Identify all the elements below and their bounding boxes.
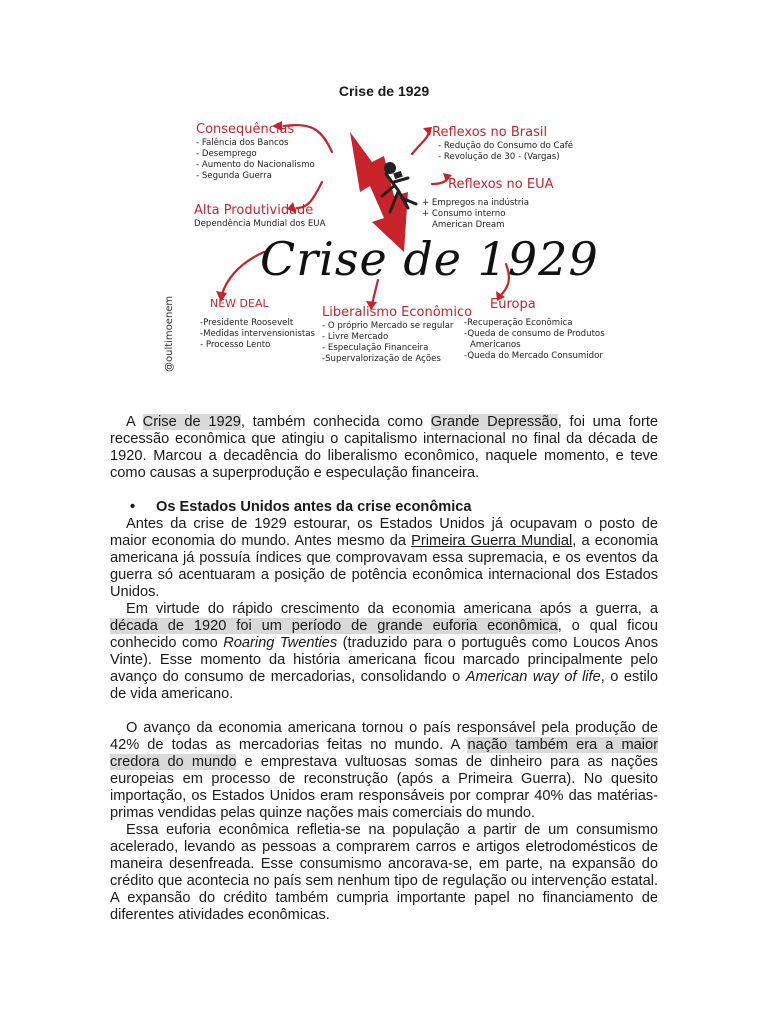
node-reflexos-eua-items [422, 198, 529, 231]
node-title: Reflexos no Brasil [432, 125, 548, 140]
paragraph-antes-crise [110, 516, 658, 601]
node-item: -Queda do Mercado Consumidor [464, 351, 603, 361]
node-alta-produtividade [194, 204, 325, 230]
node-consequencias [196, 123, 315, 182]
node-item: - O próprio Mercado se regular [322, 320, 454, 331]
text-span: Antes da crise de 1929 estourar, os Estados Unidos já ocupavam o posto de maior economia do mundo. Antes mesmo da [110, 516, 658, 549]
text-span: Em virtude do rápido crescimento da economia americana após a guerra, a [126, 601, 658, 617]
node-item: -Queda de consumo de Produtos [464, 329, 605, 339]
node-items [194, 219, 325, 230]
node-item: - Redução do Consumo do Café [438, 140, 574, 151]
node-item: - Aumento do Nacionalismo [196, 159, 315, 170]
node-item: - Segunda Guerra [196, 170, 272, 181]
spacer [110, 703, 658, 720]
node-title: NEW DEAL [210, 297, 269, 310]
italic-american-way: American way of life [465, 669, 601, 685]
link-primeira-guerra[interactable]: Primeira Guerra Mundial [411, 533, 573, 549]
page-title: Crise de 1929 [338, 83, 430, 99]
paragraph-intro [110, 414, 658, 482]
text-span: e emprestava vultuosas somas de dinheiro para as nações europeias em processo de reconstrução (após a Primeira Guerra). No quesito importação, os Estados Unidos eram responsáveis por comprar 40% das matérias-primas vendidas pelas quinze nações mais comerciais do mundo. [110, 754, 658, 821]
node-title: Liberalismo Econômico [322, 305, 473, 320]
crise-1929-mindmap [164, 112, 605, 382]
node-title: Alta Produtividade [194, 203, 314, 218]
node-title: Consequências [196, 122, 295, 137]
paragraph-producao [110, 720, 658, 822]
node-item: - Livre Mercado [322, 331, 389, 342]
node-reflexos-brasil [432, 126, 573, 163]
bullet-icon: • [130, 499, 136, 515]
node-europa [490, 298, 536, 313]
node-item: -Medidas intervensionistas [200, 329, 315, 339]
node-item: - Especulação Financeira [322, 342, 429, 353]
paragraph-consumismo: Essa euforia econômica refletia-se na população a partir de um consumismo acelerado, levando as pessoas a comprarem carros e artigos eletrodomésticos de maneira desenfreada. Esse consumismo ancorava-se, em parte, na expansão do crédito que acontecia no país sem nenhum tipo de regulação ou intervenção estatal. A expansão do crédito também cumpria importante papel no financiamento de diferentes atividades econômicas. [110, 822, 658, 923]
node-item: Dependência Mundial dos EUA [194, 218, 326, 229]
node-item: - Processo Lento [200, 340, 271, 350]
node-liberalismo [322, 306, 472, 365]
mindmap-author-handle: @oultimoenem [164, 295, 175, 372]
node-europa-items [464, 318, 605, 362]
text-span: , também conhecida como [240, 414, 431, 430]
node-title: Reflexos no EUA [448, 177, 554, 192]
text-span: O avanço da economia americana tornou o país responsável pela produção de 42% de todas as mercadorias feitas no mundo. A [110, 720, 658, 753]
text-span: (traduzido para o português como Loucos Anos Vinte). Esse momento da história americana ficou marcado principalmente pelo avanço do consumo de mercadorias, consolidando o [110, 635, 658, 685]
text-span: , foi uma forte recessão econômica que atingiu o capitalismo internacional no final da década de 1920. Marcou a decadência do liberalismo econômico, naquele momento, e teve como causas a superprodução e especulação financeira. [110, 414, 658, 481]
spacer [110, 482, 658, 499]
node-item: American Dream [432, 220, 505, 230]
highlight-grande-depressao: Grande Depressão [430, 414, 558, 430]
node-item: + Empregos na indústria [422, 198, 529, 208]
section-heading [110, 499, 658, 516]
node-items [432, 141, 573, 163]
node-item: -Recuperação Econômica [464, 318, 573, 328]
text-span: A [126, 414, 143, 430]
highlight-euforia: década de 1920 foi um período de grande euforia econômica [110, 618, 558, 634]
node-reflexos-eua [448, 178, 554, 193]
highlight-crise-1929: Crise de 1929 [142, 414, 241, 430]
node-items [196, 138, 315, 182]
highlight-credora: nação também era a maior credora do mundo [110, 737, 658, 770]
italic-roaring-twenties: Roaring Twenties [223, 635, 338, 651]
node-item: Americanos [470, 340, 521, 350]
node-item: + Consumo interno [422, 209, 506, 219]
node-items [322, 321, 472, 365]
node-new-deal-items [200, 318, 315, 351]
article-body [110, 414, 658, 924]
text-span: , a economia americana já possuía índices que comprovavam essa supremacia, e os eventos da guerra só acentuaram a posição de potência econômica internacional dos Estados Unidos. [110, 533, 659, 600]
text-span: , o qual ficou conhecido como [110, 618, 658, 651]
text-span: , o estilo de vida americano. [110, 669, 658, 702]
node-item: - Desemprego [196, 148, 257, 159]
paragraph-roaring-twenties [110, 601, 658, 703]
node-item: - Revolução de 30 - (Vargas) [438, 151, 560, 162]
node-new-deal [210, 298, 269, 311]
section-heading-text: Os Estados Unidos antes da crise econômica [156, 499, 472, 515]
mindmap-center-title: Crise de 1929 [260, 232, 599, 286]
node-item: - Falência dos Bancos [196, 137, 289, 148]
node-title: Europa [490, 297, 536, 312]
node-item: -Presidente Roosevelt [200, 318, 294, 328]
node-item: -Supervalorização de Ações [322, 353, 441, 364]
